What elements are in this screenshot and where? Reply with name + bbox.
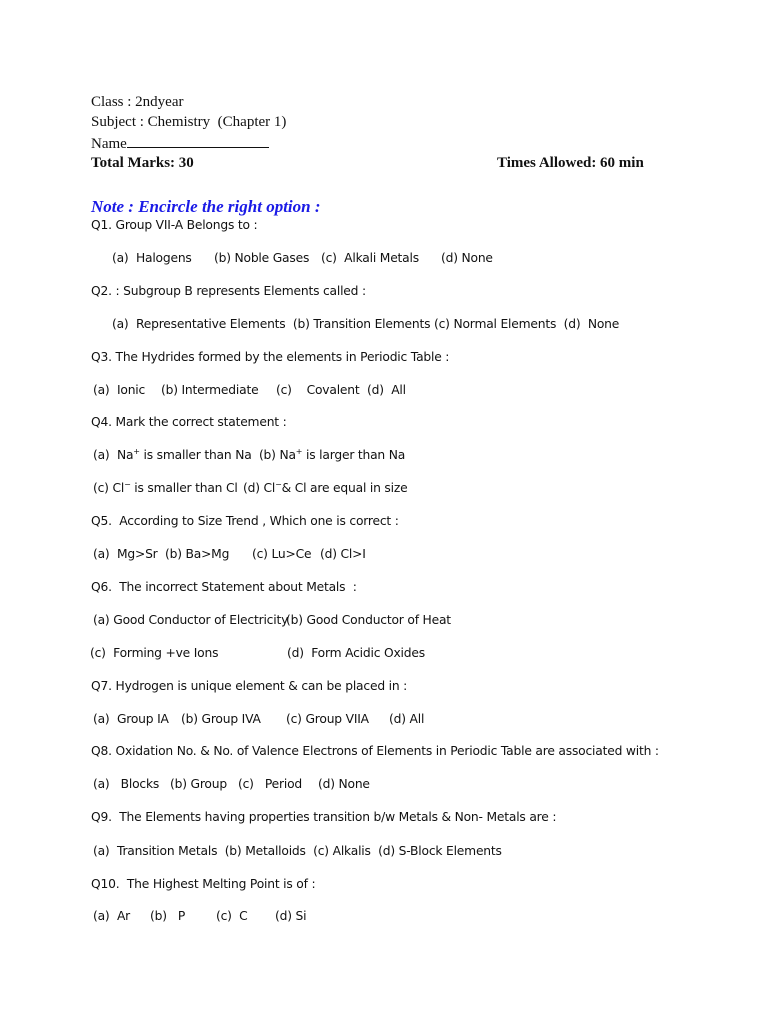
total-marks: Total Marks: 30 [91,155,194,171]
q5-option-c: (c) Lu>Ce [252,547,312,561]
q10-option-d: (d) Si [275,909,307,923]
q4-option-d-prefix: (d) Cl [243,481,276,495]
q4-option-d-suffix: & Cl are equal in size [281,481,408,495]
q1-option-c: (c) Alkali Metals [321,251,419,265]
q10-option-b: (b) P [150,909,186,923]
question-3: Q3. The Hydrides formed by the elements in Periodic Table : [91,350,450,364]
q6-option-d: (d) Form Acidic Oxides [287,646,425,660]
question-6: Q6. The incorrect Statement about Metals : [91,580,357,594]
q4-option-c-prefix: (c) Cl [93,481,125,495]
q3-option-d: (d) All [367,383,406,397]
q2-options: (a) Representative Elements (b) Transition Elements (c) Normal Elements (d) None [112,317,620,331]
note-heading: Note : Encircle the right option : [91,197,321,216]
q4-option-d [243,481,407,495]
q7-option-d: (d) All [389,712,425,726]
q4-option-a-suffix: is smaller than Na [139,448,259,462]
q5-option-a: (a) Mg>Sr [93,547,158,561]
q5-option-b: (b) Ba>Mg [165,547,230,561]
time-allowed: Times Allowed: 60 min [497,155,644,171]
q4-option-b-suffix: is larger than Na [302,448,406,462]
q6-option-c: (c) Forming +ve Ions [90,646,219,660]
question-8: Q8. Oxidation No. & No. of Valence Electrons of Elements in Periodic Table are associated with : [91,744,659,758]
q5-option-d: (d) Cl>I [320,547,366,561]
q4-options-line-1 [93,448,405,462]
q4-option-b-charge: + [295,447,303,456]
q7-option-a: (a) Group IA [93,712,169,726]
question-10: Q10. The Highest Melting Point is of : [91,877,316,891]
question-2: Q2. : Subgroup B represents Elements called : [91,284,366,298]
q4-option-c-suffix: is smaller than Cl [130,481,238,495]
q8-option-b: (b) Group [170,777,227,791]
q4-option-a-prefix: (a) Na [93,448,134,462]
q1-option-d: (d) None [441,251,493,265]
q7-option-b: (b) Group IVA [181,712,261,726]
q4-option-b-prefix: (b) Na [258,448,296,462]
q8-option-a: (a) Blocks [93,777,160,791]
q8-option-d: (d) None [318,777,370,791]
q4-option-a-charge: + [133,447,140,456]
name-underline [127,134,269,148]
question-9: Q9. The Elements having properties transition b/w Metals & Non- Metals are : [91,810,557,824]
q10-option-a: (a) Ar [93,909,131,923]
q6-option-a: (a) Good Conductor of Electricity [93,613,289,627]
q1-option-a: (a) Halogens [112,251,192,265]
q1-option-b: (b) Noble Gases [214,251,310,265]
q3-option-b: (b) Intermediate [161,383,259,397]
name-line [91,134,269,153]
question-7: Q7. Hydrogen is unique element & can be placed in : [91,679,408,693]
q9-options: (a) Transition Metals (b) Metalloids (c) Alkalis (d) S-Block Elements [93,844,502,858]
name-label: Name [91,136,127,152]
q10-option-c: (c) C [216,909,248,923]
q6-option-b: (b) Good Conductor of Heat [286,613,451,627]
class-line: Class : 2ndyear [91,94,184,110]
q3-option-a: (a) Ionic [93,383,146,397]
question-4: Q4. Mark the correct statement : [91,415,287,429]
q3-option-c: (c) Covalent [276,383,360,397]
question-5: Q5. According to Size Trend , Which one is correct : [91,514,399,528]
q8-option-c: (c) Period [238,777,303,791]
question-1: Q1. Group VII-A Belongs to : [91,218,258,232]
q4-option-c-charge: − [124,480,131,489]
q4-option-c [93,481,238,495]
q4-option-d-charge: − [275,480,282,489]
q7-option-c: (c) Group VIIA [286,712,369,726]
subject-line: Subject : Chemistry (Chapter 1) [91,114,287,130]
